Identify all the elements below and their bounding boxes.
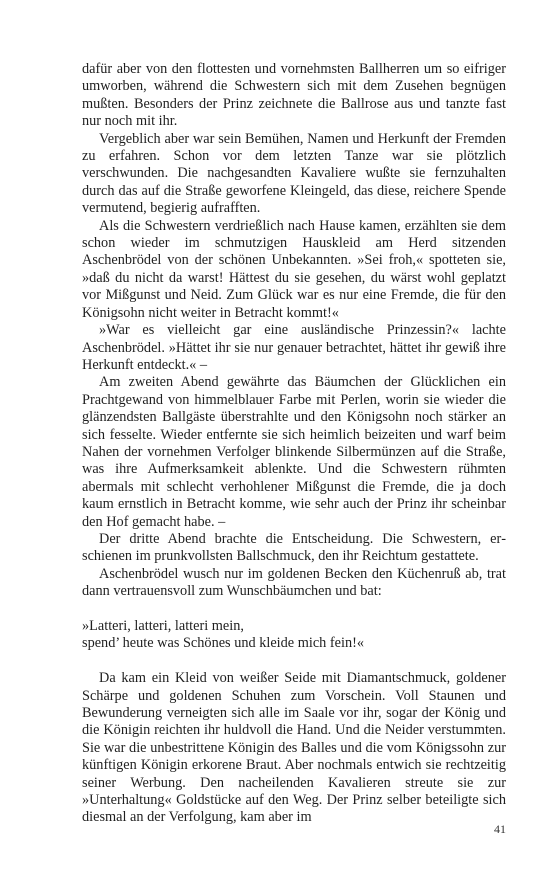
- paragraph: Der dritte Abend brachte die Entscheidung. Die Schwestern, erschienen im prunkvollsten Ballschmuck, den ihr Reichtum gestattete.: [82, 530, 506, 565]
- verse-line: spend’ heute was Schönes und kleide mich fein!«: [82, 635, 365, 652]
- page-body: [82, 61, 506, 827]
- verse-line: »Latteri, latteri, latteri mein,: [82, 617, 244, 634]
- paragraph: Da kam ein Kleid von weißer Seide mit Diamantschmuck, goldener Schärpe und goldenen Schuhen zum Vorschein. Voll Staunen und Bewunderung verneigten sich alle im Saale vor ihr, sogar der König und die Königin reichten ihr huldvoll die Hand. Und die Neider verstummten. Sie war die unbestrittene Königin des Balles und die vom Königssohn zur künftigen Königin erkorene Braut. Aber nochmals entwich sie rechtzeitig seiner Werbung. Den nacheilenden Kavalieren streute sie zur »Unterhaltung« Goldstücke auf den Weg. Der Prinz selber beteiligte sich diesmal an der Verfolgung, kam aber im: [82, 670, 506, 826]
- paragraph: Am zweiten Abend gewährte das Bäumchen der Glücklichen ein Prachtgewand von himmelblauer Farbe mit Perlen, worin sie wieder die glänzendsten Ballgäste überstrahlte und den Königsohn noch stärker an sich fesselte. Wieder entfernte sie sich heimlich beizeiten und warf beim Nahen der vornehmen Verfolger blinkende Silbermünzen auf die Straße, was ihre Aufmerksamkeit ablenkte. Und die Schwestern rühmten abermals mit schlecht verhohlener Mißgunst die Fremde, die ja doch kaum ernstlich in Betracht komme, wie sehr auch der Prinz ihr scheinbar den Hof gemacht habe. –: [82, 374, 506, 530]
- verse-block: [82, 618, 506, 653]
- page-number: 41: [494, 822, 506, 836]
- paragraph: Aschenbrödel wusch nur im goldenen Becken den Küchenruß ab, trat dann vertrauensvoll zum Wunschbäumchen und bat:: [82, 565, 506, 600]
- paragraph: Als die Schwestern verdrießlich nach Hause kamen, erzählten sie dem schon wieder im schmutzigen Hauskleid am Herd sitzenden Aschenbrödel von der schönen Unbekannten. »Sei froh,« spotteten sie, »daß du nicht da warst! Hättest du sie gesehen, du wärst wohl geplatzt vor Mißgunst und Neid. Zum Glück war es nur eine Fremde, die für den Königsohn nicht weiter in Betracht kommt!«: [82, 217, 506, 321]
- paragraph: »War es vielleicht gar eine ausländische Prinzessin?« lachte Aschenbrödel. »Hättet ihr sie nur genauer betrachtet, hättet ihr gewiß ihre Herkunft entdeckt.« –: [82, 322, 506, 373]
- paragraph: dafür aber von den flottesten und vornehmsten Ballherren um so eifriger umworben, während die Schwestern sich mit dem Zusehen begnügen mußten. Besonders der Prinz zeichnete die Ballrose aus und tanzte fast nur noch mit ihr.: [82, 61, 506, 130]
- paragraph: Vergeblich aber war sein Bemühen, Namen und Herkunft der Fremden zu erfahren. Schon vor dem letzten Tanze war sie plötzlich verschwunden. Die nachgesandten Kavaliere wußte sie fernzuhalten durch das auf die Straße geworfene Kleingeld, das diese, reichere Spende vermutend, begierig aufrafften.: [82, 130, 506, 217]
